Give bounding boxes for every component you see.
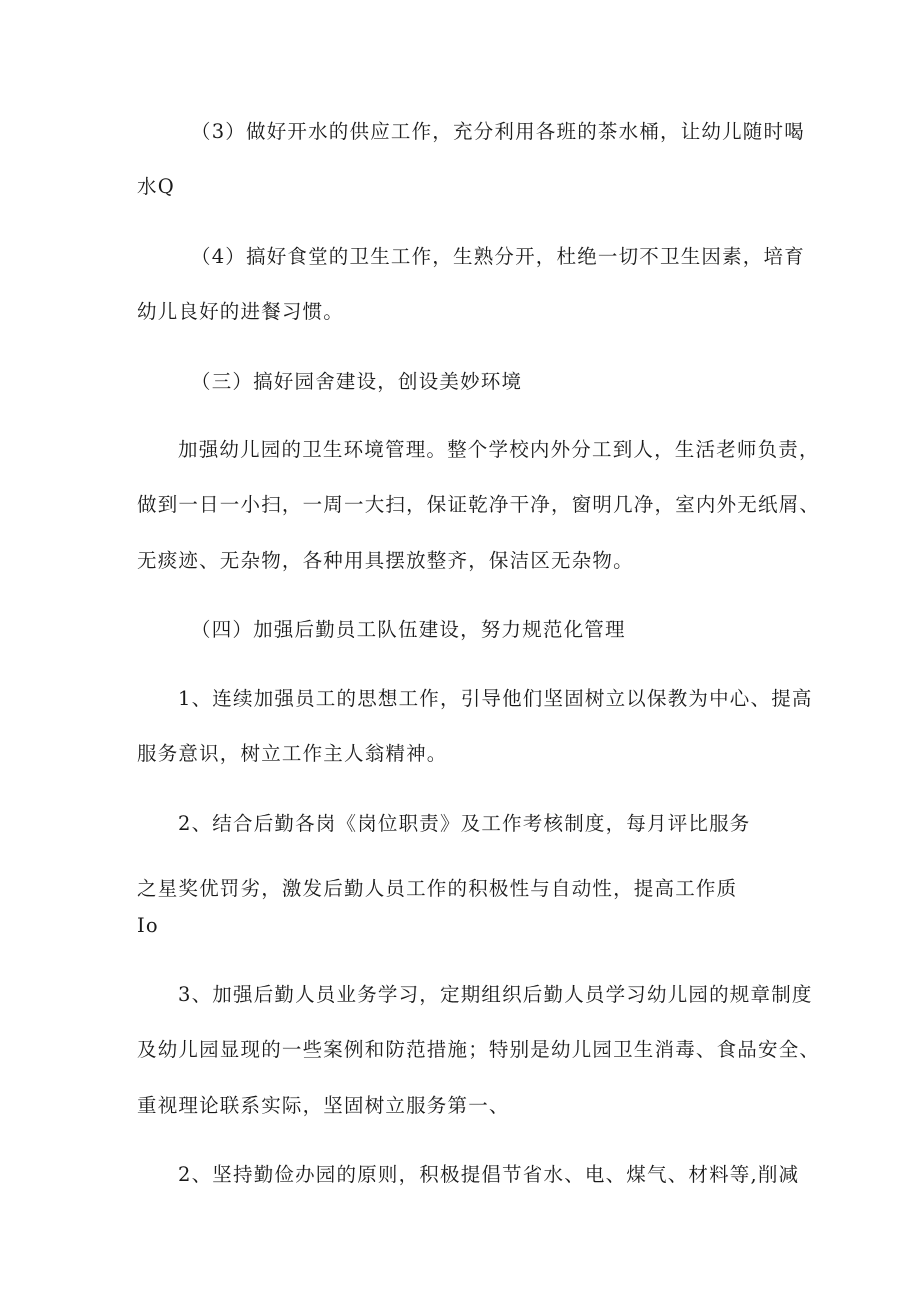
text-line: 之星奖优罚劣，激发后勤人员工作的积极性与自动性，提高工作质 (137, 877, 738, 900)
text-line: 2、坚持勤俭办园的原则，积极提倡节省水、电、煤气、材料等,削减 (178, 1163, 800, 1186)
text-line: Io (137, 914, 159, 937)
text-line: 幼儿良好的进餐习惯。 (137, 300, 345, 323)
text-line: 服务意识，树立工作主人翁精神。 (137, 742, 448, 765)
section-heading: （四）加强后勤员工队伍建设，努力规范化管理 (191, 618, 626, 641)
text-line: 1、连续加强员工的思想工作，引导他们坚固树立以保教为中心、提高 (178, 687, 813, 710)
text-line: 重视理论联系实际，坚固树立服务第一、 (137, 1094, 510, 1117)
text-line: 2、结合后勤各岗《岗位职责》及工作考核制度，每月评比服务 (178, 812, 751, 835)
section-heading: （三）搞好园舍建设，创设美妙环境 (191, 370, 523, 393)
text-line: （3）做好开水的供应工作，充分利用各班的茶水桶，让幼儿随时喝 (191, 120, 805, 143)
text-line: 水Q (137, 175, 175, 198)
text-line: 及幼儿园显现的一些案例和防范措施；特别是幼儿园卫生消毒、食品安全、 (137, 1038, 821, 1061)
text-line: 做到一日一小扫，一周一大扫，保证乾净干净，窗明几净，室内外无纸屑、 (137, 493, 821, 516)
text-line: 无痰迹、无杂物，各种用具摆放整齐，保洁区无杂物。 (137, 549, 634, 572)
text-line: （4）搞好食堂的卫生工作，生熟分开，杜绝一切不卫生因素，培育 (191, 245, 805, 268)
text-line: 3、加强后勤人员业务学习，定期组织后勤人员学习幼儿园的规章制度 (178, 983, 813, 1006)
text-line: 加强幼儿园的卫生环境管理。整个学校内外分工到人，生活老师负责， (178, 438, 820, 461)
